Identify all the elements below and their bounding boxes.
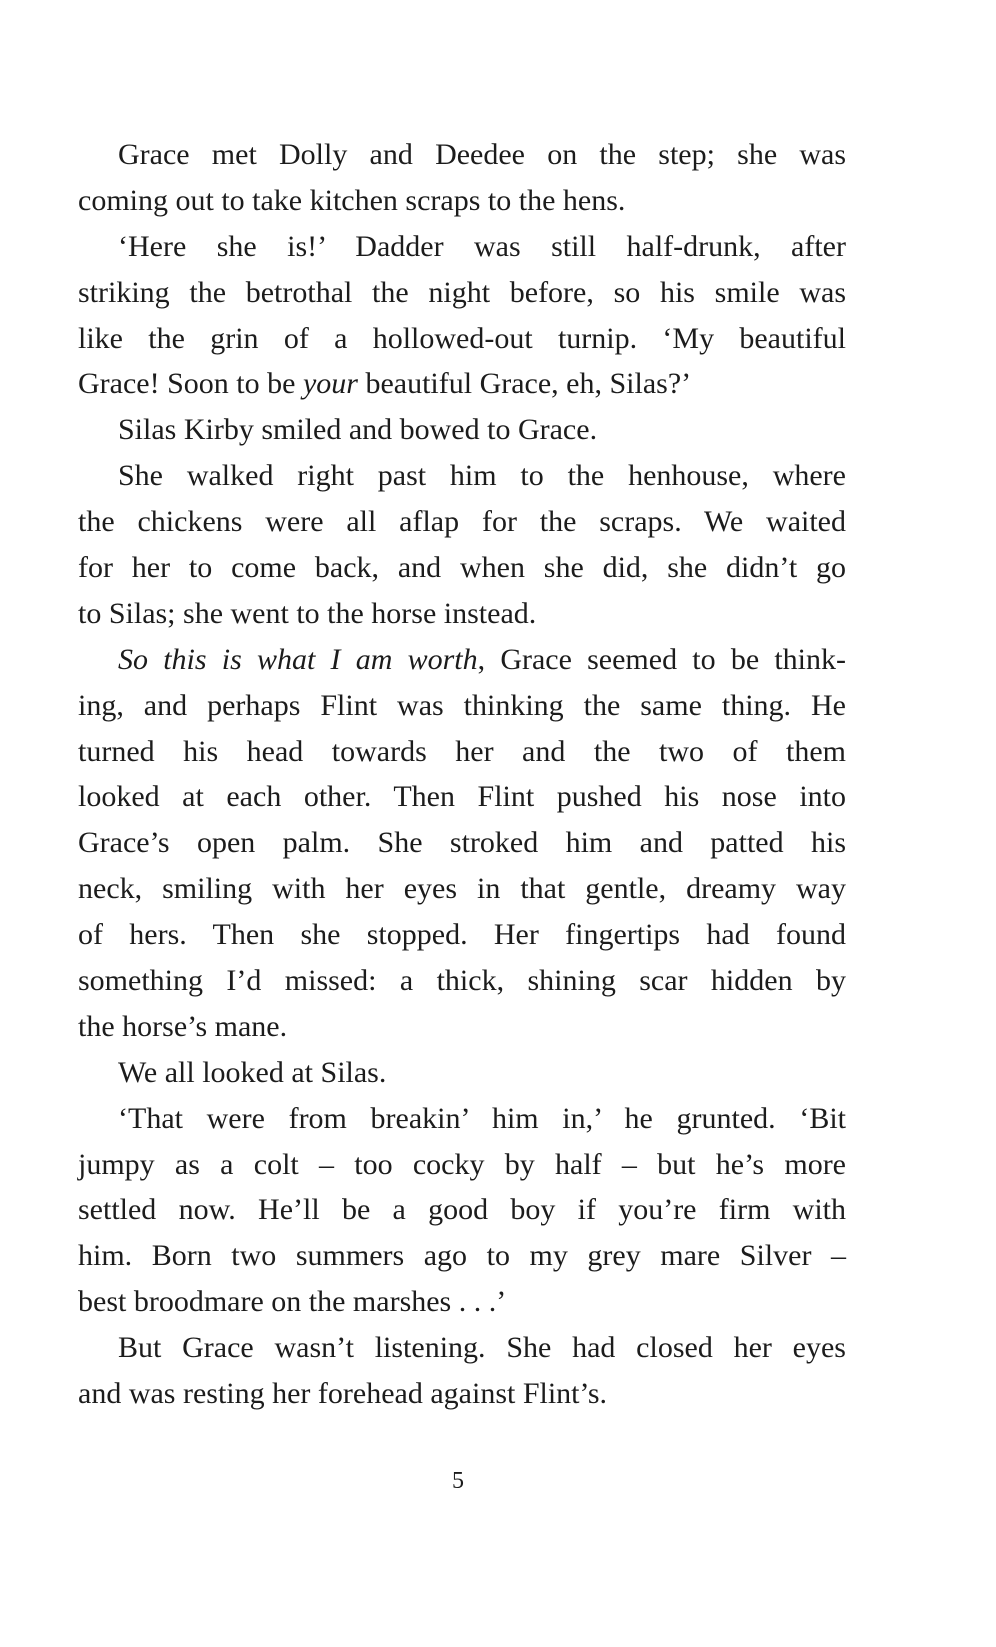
text-segment: to Silas; she went to the horse instead. [78, 596, 537, 630]
text-line [78, 591, 846, 637]
text-line [78, 774, 846, 820]
text-line [78, 866, 846, 912]
text-segment: like the grin of a hollowed-out turnip. ‘My beautiful [78, 321, 846, 355]
text-segment: coming out to take kitchen scraps to the hens. [78, 183, 626, 217]
text-segment: She walked right past him to the henhouse, where [118, 459, 846, 493]
italic-text: So this is what I am worth [118, 642, 478, 676]
text-line [78, 1004, 846, 1050]
text-line [78, 912, 846, 958]
text-line [78, 361, 846, 407]
text-line [78, 1096, 846, 1142]
text-segment: beautiful Grace, eh, Silas?’ [357, 367, 692, 401]
text-line [78, 1187, 846, 1233]
text-line [78, 683, 846, 729]
text-segment: something I’d missed: a thick, shining scar hidden by [78, 964, 846, 998]
text-segment: We all looked at Silas. [118, 1055, 387, 1089]
text-segment: , Grace seemed to be think- [477, 642, 847, 676]
text-line [78, 545, 846, 591]
text-segment: the horse’s mane. [78, 1009, 288, 1043]
text-segment: Grace’s open palm. She stroked him and patted his [78, 826, 846, 860]
text-line [78, 1325, 846, 1371]
text-line [78, 132, 846, 178]
text-segment: ing, and perhaps Flint was thinking the same thing. He [78, 688, 846, 722]
text-segment: him. Born two summers ago to my grey mare Silver – [78, 1239, 846, 1273]
text-line [78, 178, 846, 224]
text-line [78, 820, 846, 866]
text-line [78, 316, 846, 362]
text-segment: looked at each other. Then Flint pushed his nose into [78, 780, 846, 814]
text-line [78, 499, 846, 545]
text-segment: and was resting her forehead against Flint’s. [78, 1377, 608, 1411]
italic-text: your [302, 367, 358, 401]
text-line [78, 1279, 846, 1325]
text-line [78, 453, 846, 499]
text-segment: settled now. He’ll be a good boy if you’re firm with [78, 1193, 846, 1227]
text-segment: ‘Here she is!’ Dadder was still half-drunk, after [118, 229, 846, 263]
body-text [78, 132, 846, 1417]
text-line [78, 224, 846, 270]
text-line [78, 1050, 846, 1096]
text-line [78, 637, 846, 683]
text-segment: for her to come back, and when she did, she didn’t go [78, 551, 846, 585]
text-segment: Grace! Soon to be [78, 367, 303, 401]
text-line [78, 729, 846, 775]
text-segment: neck, smiling with her eyes in that gentle, dreamy way [78, 872, 846, 906]
text-segment: turned his head towards her and the two of them [78, 734, 846, 768]
text-line [78, 1233, 846, 1279]
text-line [78, 958, 846, 1004]
text-segment: best broodmare on the marshes . . .’ [78, 1285, 507, 1319]
text-segment: striking the betrothal the night before, so his smile was [78, 275, 846, 309]
text-line [78, 270, 846, 316]
text-segment: jumpy as a colt – too cocky by half – but he’s more [78, 1147, 846, 1181]
text-segment: But Grace wasn’t listening. She had closed her eyes [118, 1331, 846, 1365]
text-segment: of hers. Then she stopped. Her fingertips had found [78, 918, 846, 952]
page-number: 5 [452, 1468, 464, 1494]
text-line [78, 1142, 846, 1188]
text-line [78, 407, 846, 453]
text-line [78, 1371, 846, 1417]
text-segment: ‘That were from breakin’ him in,’ he grunted. ‘Bit [118, 1101, 846, 1135]
text-segment: the chickens were all aflap for the scraps. We waited [78, 505, 846, 539]
text-segment: Silas Kirby smiled and bowed to Grace. [118, 413, 598, 447]
text-segment: Grace met Dolly and Deedee on the step; she was [118, 138, 846, 171]
